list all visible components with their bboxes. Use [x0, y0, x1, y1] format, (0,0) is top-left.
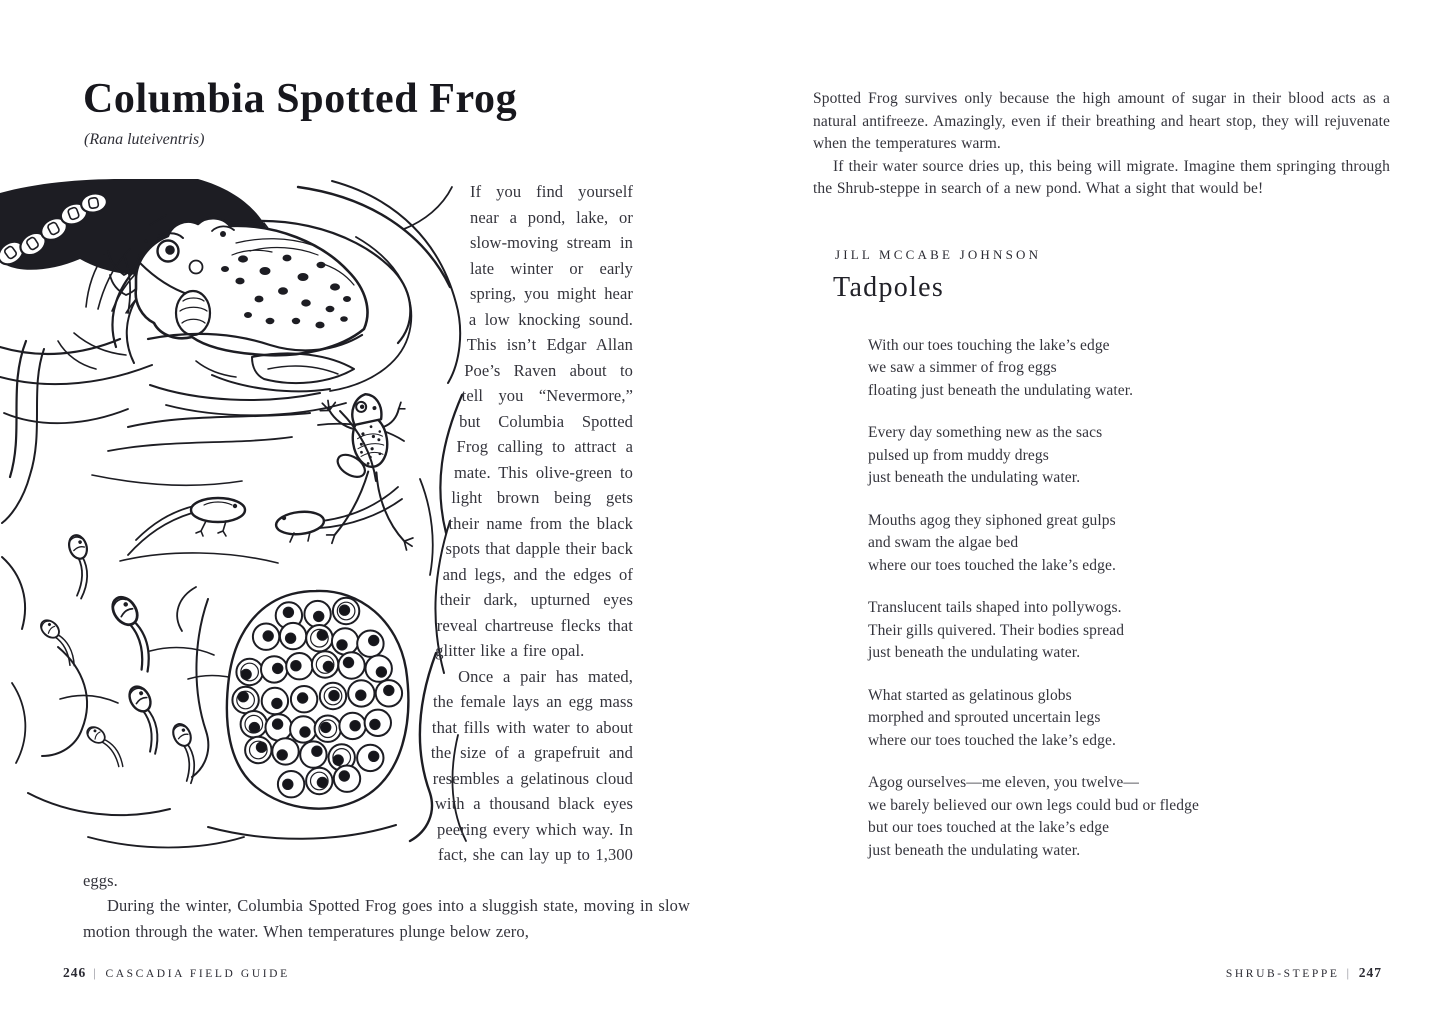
right-page-number: 247: [1358, 965, 1382, 980]
poem-stanza: [868, 422, 1390, 490]
poem-line: where our toes touched the lake’s edge.: [868, 731, 1116, 749]
page-title: Columbia Spotted Frog: [83, 76, 518, 122]
poem-line: just beneath the undulating water.: [868, 841, 1081, 859]
poem-stanza: [868, 597, 1390, 665]
poem-line: we saw a simmer of frog eggs: [868, 359, 1057, 376]
footer-divider: |: [1346, 965, 1352, 980]
poem-line: we barely believed our own legs could bud or fledge: [868, 796, 1199, 814]
body-paragraph: Once a pair has mated, the female lays an egg mass that fills with water to about the size of a grapefruit and resembles a gelatinous cloud with a thousand black eyes peering every which way. In fact, she can lay up to 1,300 eggs.: [83, 666, 633, 890]
body-paragraph: If their water source dries up, this being will migrate. Imagine them springing through the Shrub-steppe in search of a new pond. What a sight that would be!: [813, 157, 1390, 197]
poem-stanza: [868, 335, 1390, 403]
poem-stanza: [868, 772, 1390, 862]
frog-pond-illustration-svg: [0, 179, 470, 854]
poem-line: Every day something new as the sacs: [868, 424, 1103, 441]
left-page-footer: [63, 965, 290, 981]
poem-line: and swam the algae bed: [868, 534, 1019, 551]
right-margin-spacer: [633, 179, 690, 854]
poem-line: just beneath the undulating water.: [868, 644, 1081, 661]
poem-line: Mouths agog they siphoned great gulps: [868, 511, 1116, 529]
poem-stanza: [868, 685, 1390, 753]
poem-stanza: [868, 510, 1390, 578]
poem-line: What started as gelatinous globs: [868, 686, 1072, 704]
poem-line: With our toes touching the lake’s edge: [868, 336, 1110, 354]
poem-line: pulsed up from muddy dregs: [868, 446, 1049, 464]
poem-line: where our toes touched the lake’s edge.: [868, 556, 1116, 574]
egg-mass-eggs: [232, 598, 402, 798]
poem-title: Tadpoles: [833, 271, 945, 303]
poem-body: [868, 335, 1390, 863]
poem-line: but our toes touched at the lake’s edge: [868, 819, 1110, 836]
latin-name: (Rana luteiventris): [84, 131, 205, 149]
left-page-number: 246: [63, 965, 87, 980]
right-page-footer: [1226, 965, 1382, 981]
book-title-footer: CASCADIA FIELD GUIDE: [105, 968, 290, 980]
left-page: [0, 0, 722, 1023]
frog-pond-illustration: [0, 179, 470, 854]
article-body: [0, 179, 690, 944]
poem-line: morphed and sprouted uncertain legs: [868, 709, 1101, 726]
body-paragraph: Spotted Frog survives only because the high amount of sugar in their blood acts as a natural antifreeze. Amazingly, even if their breathing and heart stop, they will rejuvenate when the temperatures warm.: [813, 90, 1390, 152]
poem-line: Agog ourselves—me eleven, you twelve—: [868, 774, 1140, 791]
poem-line: floating just beneath the undulating water.: [868, 381, 1134, 399]
poem-line: just beneath the undulating water.: [868, 469, 1081, 486]
right-page-body: [722, 0, 1445, 862]
body-paragraph: During the winter, Columbia Spotted Frog goes into a sluggish state, moving in slow motion through the water. When temperatures plunge below zero,: [83, 896, 690, 941]
poem-author: JILL MCCABE JOHNSON: [835, 246, 1042, 262]
section-title-footer: SHRUB-STEPPE: [1225, 968, 1340, 980]
body-paragraph: If you find yourself near a pond, lake, or slow-moving stream in late winter or early spring, you might hear a low knocking sound. This isn’t Edgar Allan Poe’s Raven about to tell you “Nevermore,” but Columbia Spotted Frog calling to attract a mate. This olive-green to light brown being gets their name from the black spots that dapple their back and legs, and the edges of their dark, upturned eyes reveal chartreuse flecks that glitter like a fire opal.: [435, 182, 633, 661]
poem-line: Translucent tails shaped into pollywogs.: [868, 599, 1122, 616]
right-page: [722, 0, 1445, 1023]
poem-line: Their gills quivered. Their bodies spread: [868, 621, 1125, 639]
footer-divider: |: [93, 965, 99, 980]
